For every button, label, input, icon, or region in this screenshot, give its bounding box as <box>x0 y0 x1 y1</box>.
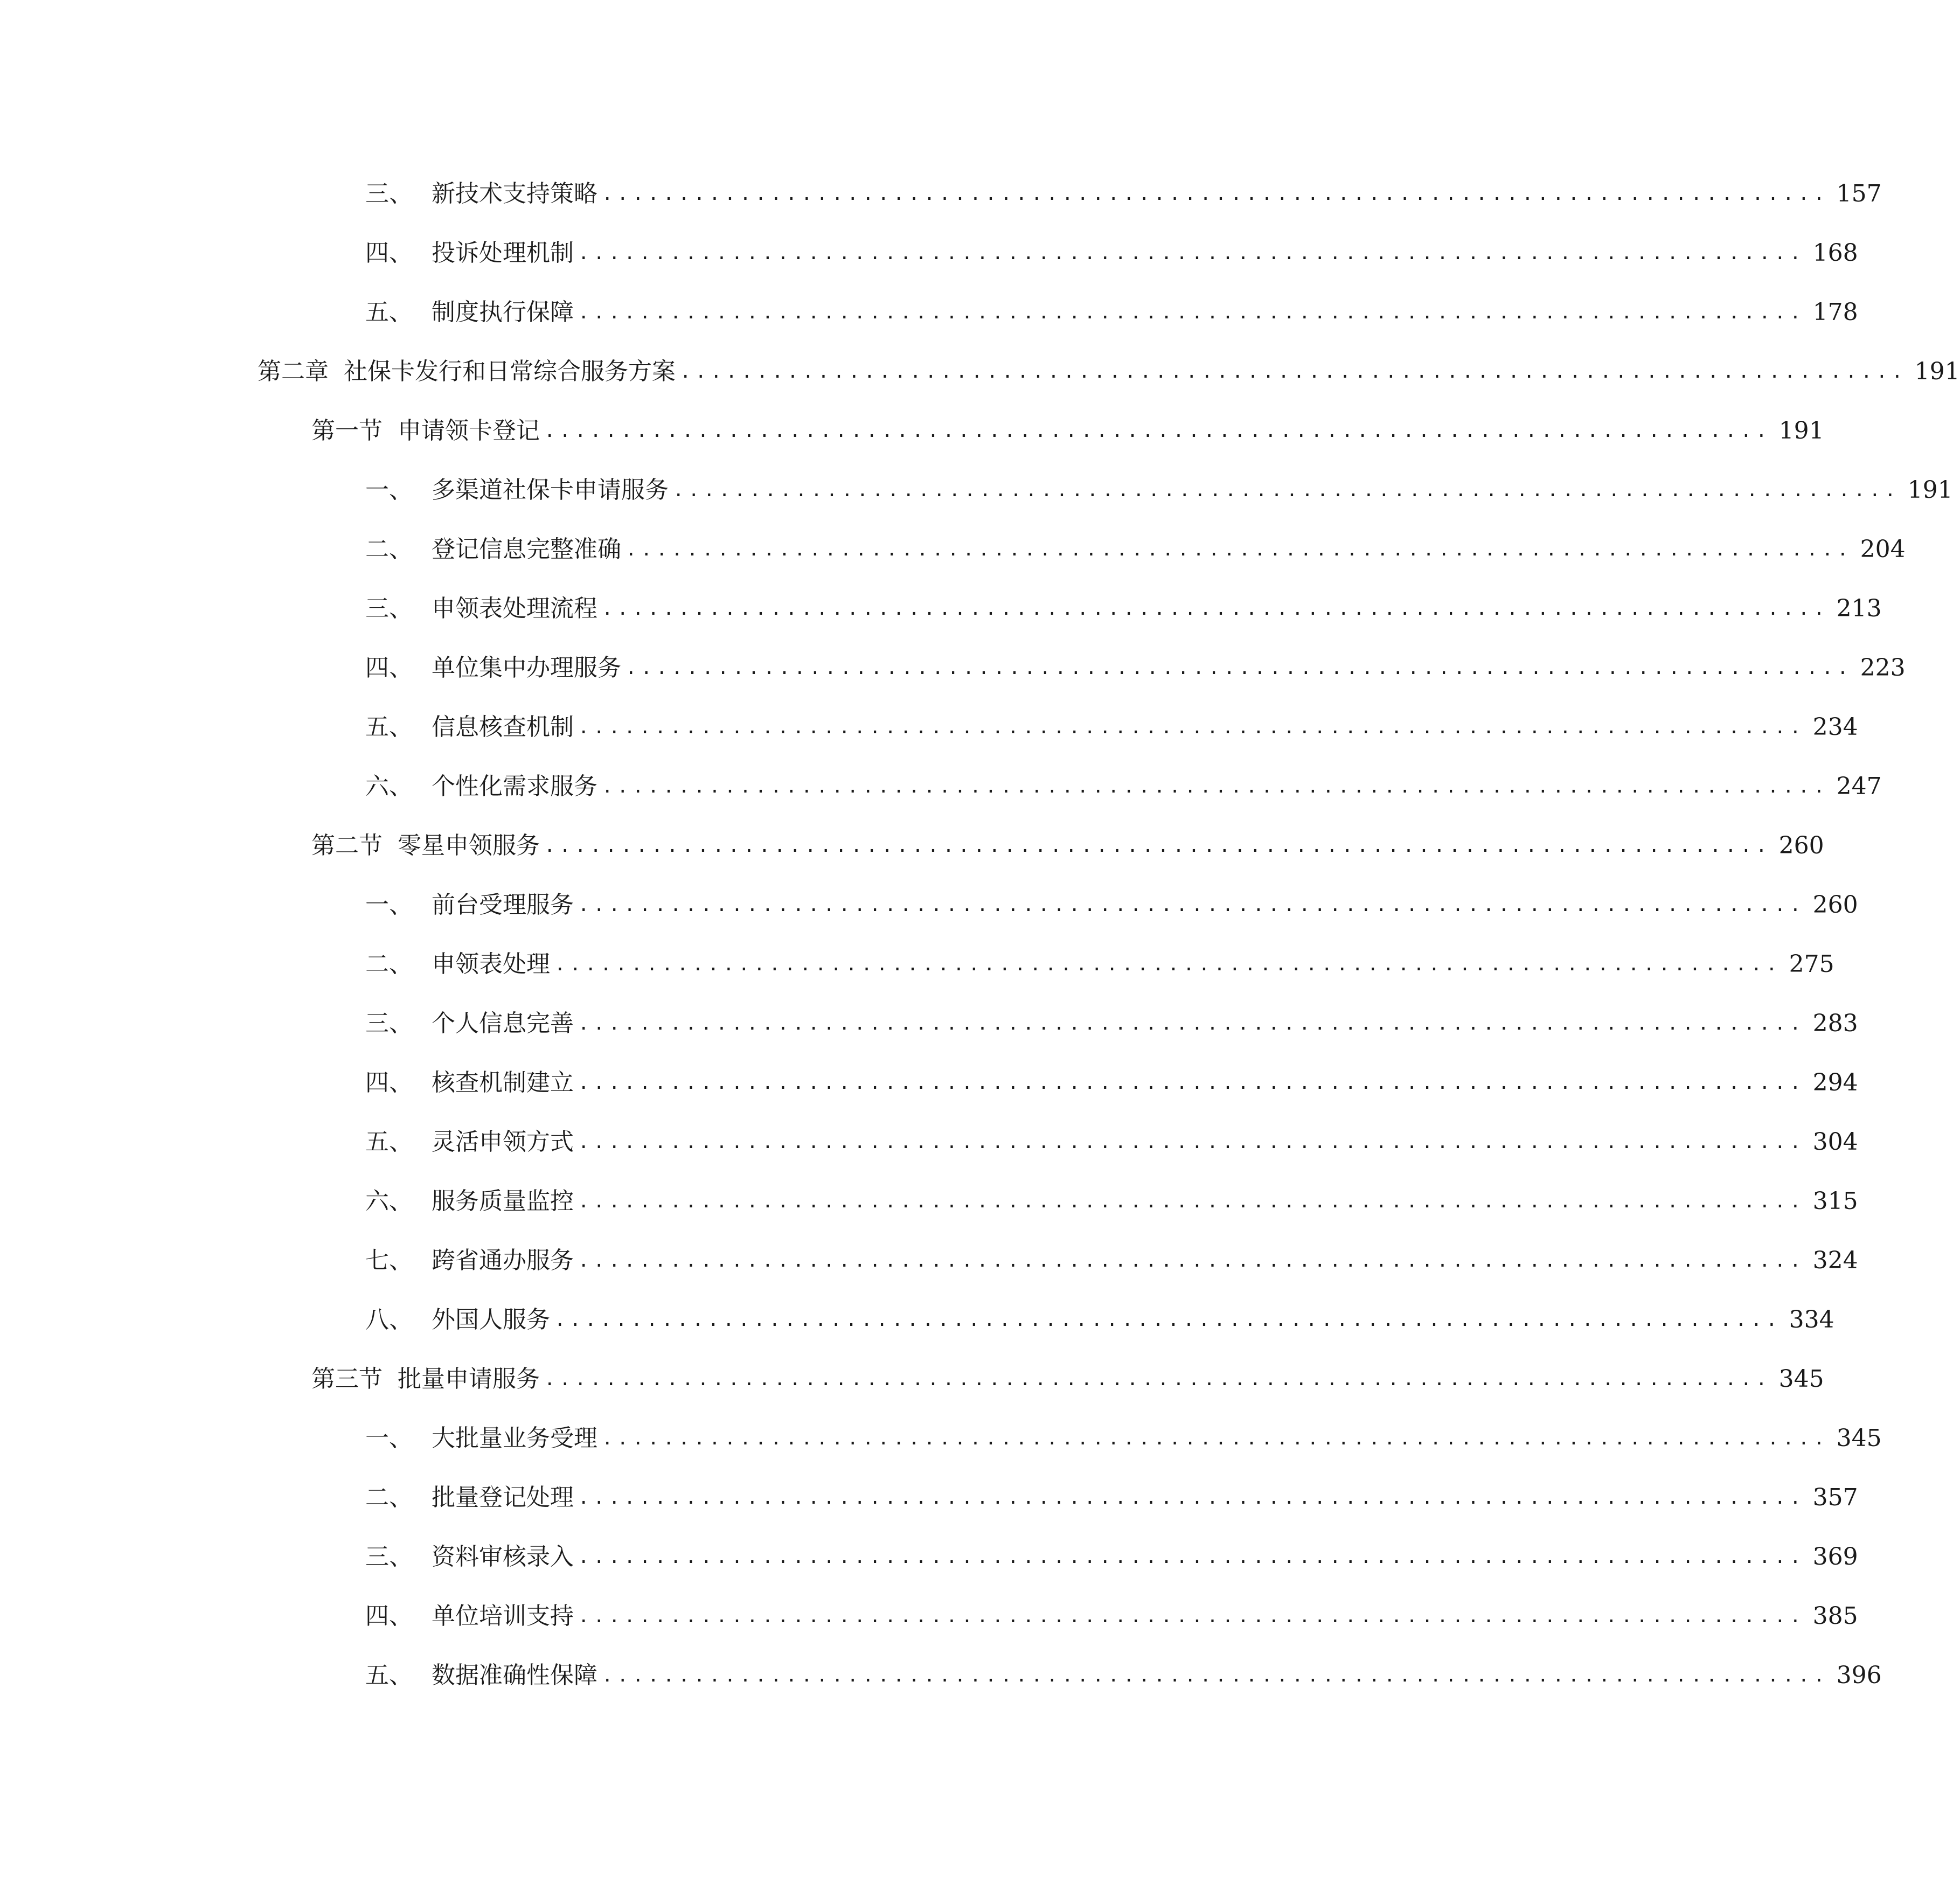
toc-entry[interactable] <box>365 937 1834 981</box>
toc-dot-leader: ................................................................................ <box>602 1665 1829 1686</box>
toc-dot-leader: ................................................................................ <box>625 657 1853 679</box>
toc-entry[interactable] <box>365 878 1858 921</box>
toc-section-entry[interactable] <box>311 404 1824 447</box>
toc-chapter-entry[interactable] <box>258 345 1960 388</box>
toc-entry-page: 191 <box>1914 358 1960 385</box>
toc-entry-number: 四、 <box>365 1069 413 1096</box>
toc-entry[interactable] <box>365 1530 1858 1573</box>
toc-entry-number: 三、 <box>365 1543 413 1571</box>
toc-dot-leader: ................................................................................ <box>578 894 1805 916</box>
toc-entry-page: 213 <box>1836 595 1882 622</box>
toc-entry-number: 第二节 <box>311 832 383 859</box>
toc-dot-leader: ................................................................................ <box>602 776 1829 797</box>
toc-entry-page: 247 <box>1836 773 1882 800</box>
toc-entry[interactable] <box>365 167 1882 210</box>
toc-entry-number: 四、 <box>365 654 413 682</box>
toc-dot-leader: ................................................................................ <box>544 420 1771 442</box>
toc-dot-leader: ................................................................................ <box>680 361 1907 383</box>
toc-entry[interactable] <box>365 1649 1882 1692</box>
toc-entry[interactable] <box>365 997 1858 1040</box>
toc-entry[interactable] <box>365 286 1858 329</box>
toc-entry-page: 234 <box>1812 713 1858 741</box>
toc-entry[interactable] <box>365 463 1953 506</box>
toc-entry-number: 三、 <box>365 1010 413 1037</box>
toc-entry-title: 信息核查机制 <box>432 713 574 741</box>
toc-entry-number: 一、 <box>365 476 413 504</box>
toc-entry-title: 前台受理服务 <box>432 891 574 919</box>
toc-entry-number: 五、 <box>365 298 413 326</box>
toc-entry-page: 191 <box>1907 476 1953 504</box>
toc-entry-page: 345 <box>1778 1365 1824 1393</box>
toc-dot-leader: ................................................................................ <box>578 1072 1805 1094</box>
toc-entry-page: 204 <box>1860 536 1906 563</box>
toc-dot-leader: ................................................................................ <box>578 1131 1805 1153</box>
toc-entry-number: 三、 <box>365 180 413 207</box>
toc-entry[interactable] <box>365 1115 1858 1158</box>
toc-entry-title: 新技术支持策略 <box>432 180 597 207</box>
toc-entry[interactable] <box>365 700 1858 744</box>
toc-entry-title: 申领表处理 <box>432 950 550 978</box>
toc-entry[interactable] <box>365 1056 1858 1099</box>
toc-dot-leader: ................................................................................ <box>673 480 1900 501</box>
toc-entry-number: 五、 <box>365 1662 413 1689</box>
toc-section-entry[interactable] <box>311 1352 1824 1395</box>
toc-entry-title: 批量申请服务 <box>398 1365 540 1393</box>
toc-entry-title: 个人信息完善 <box>432 1010 574 1037</box>
toc-entry-page: 157 <box>1836 180 1882 207</box>
toc-entry-title: 资料审核录入 <box>432 1543 574 1571</box>
toc-entry-page: 168 <box>1812 239 1858 267</box>
toc-dot-leader: ................................................................................ <box>578 1487 1805 1509</box>
toc-entry-title: 个性化需求服务 <box>432 773 597 800</box>
toc-entry-number: 第二章 <box>258 358 329 385</box>
toc-entry[interactable] <box>365 1412 1882 1455</box>
toc-section-entry[interactable] <box>311 819 1824 862</box>
toc-entry-page: 369 <box>1812 1543 1858 1571</box>
toc-entry-page: 260 <box>1812 891 1858 919</box>
toc-entry-page: 260 <box>1778 832 1824 859</box>
toc-entry-page: 334 <box>1789 1306 1834 1333</box>
toc-entry-number: 第三节 <box>311 1365 383 1393</box>
toc-entry[interactable] <box>365 226 1858 269</box>
toc-entry-page: 304 <box>1812 1128 1858 1156</box>
toc-entry-number: 第一节 <box>311 417 383 444</box>
toc-entry-page: 357 <box>1812 1484 1858 1511</box>
toc-entry-title: 投诉处理机制 <box>432 239 574 267</box>
toc-entry-page: 178 <box>1812 298 1858 326</box>
toc-entry-title: 多渠道社保卡申请服务 <box>432 476 669 504</box>
toc-entry-number: 五、 <box>365 713 413 741</box>
toc-entry-title: 单位集中办理服务 <box>432 654 621 682</box>
toc-entry-number: 一、 <box>365 891 413 919</box>
toc-entry-number: 二、 <box>365 1484 413 1511</box>
toc-entry-number: 八、 <box>365 1306 413 1333</box>
toc-dot-leader: ................................................................................ <box>578 717 1805 738</box>
toc-entry-title: 数据准确性保障 <box>432 1662 597 1689</box>
toc-entry-title: 申领表处理流程 <box>432 595 597 622</box>
toc-entry[interactable] <box>365 1234 1858 1277</box>
toc-entry[interactable] <box>365 523 1906 566</box>
toc-entry-page: 283 <box>1812 1010 1858 1037</box>
toc-entry[interactable] <box>365 1293 1834 1336</box>
toc-entry-page: 315 <box>1812 1187 1858 1215</box>
toc-dot-leader: ................................................................................ <box>578 1191 1805 1212</box>
toc-dot-leader: ................................................................................ <box>578 1546 1805 1568</box>
toc-entry[interactable] <box>365 641 1906 684</box>
toc-entry[interactable] <box>365 1589 1858 1632</box>
toc-entry[interactable] <box>365 1175 1858 1218</box>
toc-entry-title: 单位培训支持 <box>432 1602 574 1630</box>
toc-dot-leader: ................................................................................ <box>578 1013 1805 1034</box>
toc-entry-number: 六、 <box>365 1187 413 1215</box>
toc-entry-page: 345 <box>1836 1425 1882 1452</box>
toc-entry-number: 二、 <box>365 536 413 563</box>
toc-dot-leader: ................................................................................ <box>578 242 1805 264</box>
toc-entry-title: 制度执行保障 <box>432 298 574 326</box>
toc-entry-title: 社保卡发行和日常综合服务方案 <box>344 358 676 385</box>
toc-entry-page: 396 <box>1836 1662 1882 1689</box>
toc-entry-title: 灵活申领方式 <box>432 1128 574 1156</box>
toc-entry-title: 大批量业务受理 <box>432 1425 597 1452</box>
toc-dot-leader: ................................................................................ <box>625 539 1853 560</box>
toc-entry[interactable] <box>365 582 1882 625</box>
toc-dot-leader: ................................................................................ <box>554 1309 1782 1331</box>
toc-entry-page: 191 <box>1778 417 1824 444</box>
toc-entry-title: 跨省通办服务 <box>432 1247 574 1274</box>
toc-dot-leader: ................................................................................ <box>544 1368 1771 1390</box>
toc-entry[interactable] <box>365 760 1882 803</box>
toc-entry-number: 七、 <box>365 1247 413 1274</box>
toc-entry-number: 四、 <box>365 1602 413 1630</box>
toc-entry-page: 324 <box>1812 1247 1858 1274</box>
toc-entry-number: 三、 <box>365 595 413 622</box>
toc-dot-leader: ................................................................................ <box>602 1428 1829 1449</box>
toc-entry-title: 申请领卡登记 <box>398 417 540 444</box>
toc-dot-leader: ................................................................................ <box>544 835 1771 857</box>
toc-entry-title: 核查机制建立 <box>432 1069 574 1096</box>
toc-entry-number: 六、 <box>365 773 413 800</box>
toc-entry[interactable] <box>365 1471 1858 1514</box>
toc-entry-page: 223 <box>1860 654 1906 682</box>
toc-entry-title: 服务质量监控 <box>432 1187 574 1215</box>
toc-entry-title: 登记信息完整准确 <box>432 536 621 563</box>
toc-dot-leader: ................................................................................ <box>602 183 1829 205</box>
toc-dot-leader: ................................................................................ <box>578 302 1805 323</box>
toc-entry-number: 二、 <box>365 950 413 978</box>
toc-dot-leader: ................................................................................ <box>578 1606 1805 1627</box>
toc-entry-page: 275 <box>1789 950 1834 978</box>
toc-entry-title: 外国人服务 <box>432 1306 550 1333</box>
toc-entry-page: 385 <box>1812 1602 1858 1630</box>
toc-dot-leader: ................................................................................ <box>578 1250 1805 1271</box>
toc-entry-number: 四、 <box>365 239 413 267</box>
toc-entry-page: 294 <box>1812 1069 1858 1096</box>
toc-entry-number: 五、 <box>365 1128 413 1156</box>
toc-entry-number: 一、 <box>365 1425 413 1452</box>
toc-entry-title: 零星申领服务 <box>398 832 540 859</box>
toc-dot-leader: ................................................................................ <box>554 954 1782 975</box>
toc-entry-title: 批量登记处理 <box>432 1484 574 1511</box>
toc-dot-leader: ................................................................................ <box>602 598 1829 620</box>
